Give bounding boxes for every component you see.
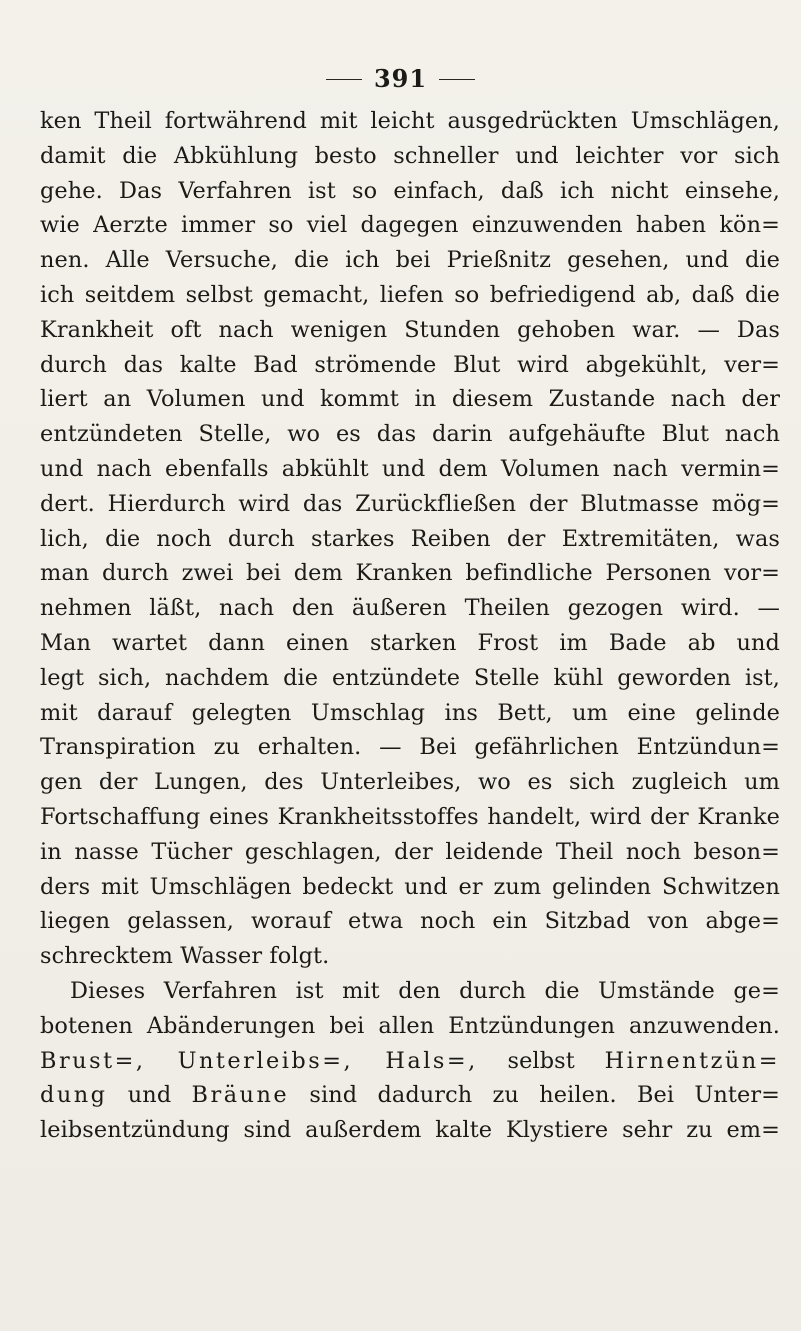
text-fragment: und [107,1082,192,1109]
text-line: leibsentzündung sind außerdem kalte Klystiere sehr zu em= [40,1117,780,1144]
body-text [40,104,780,1148]
spaced-term: Brust=, Unterleibs=, Hals=, [40,1047,478,1074]
text-line: man durch zwei bei dem Kranken befindliche Personen vor= [40,560,780,587]
text-line: durch das kalte Bad strömende Blut wird abgekühlt, ver= [40,351,780,378]
header-rule-right [439,79,475,80]
page-number: 391 [373,64,428,93]
text-line [40,1044,780,1079]
text-line: liert an Volumen und kommt in diesem Zustande nach der [40,386,780,413]
text-line: botenen Abänderungen bei allen Entzündungen anzuwenden. [40,1012,780,1039]
text-line: ich seitdem selbst gemacht, liefen so befriedigend ab, daß die [40,281,780,308]
text-line: Transpiration zu erhalten. — Bei gefährlichen Entzündun= [40,734,780,761]
text-line: legt sich, nachdem die entzündete Stelle kühl geworden ist, [40,664,780,691]
spaced-term: Hirnentzün= [604,1047,780,1074]
text-line: liegen gelassen, worauf etwa noch ein Sitzbad von abge= [40,908,780,935]
text-line: mit darauf gelegten Umschlag ins Bett, um eine gelinde [40,699,780,726]
header-rule-left [326,79,362,80]
text-line: gehe. Das Verfahren ist so einfach, daß ich nicht einsehe, [40,177,780,204]
text-line: wie Aerzte immer so viel dagegen einzuwenden haben kön= [40,212,780,239]
text-line: schrecktem Wasser folgt. [40,943,330,970]
text-line: gen der Lungen, des Unterleibes, wo es sich zugleich um [40,769,780,796]
text-line: dert. Hierdurch wird das Zurückfließen der Blutmasse mög= [40,490,780,517]
text-line [40,1078,780,1113]
text-line: in nasse Tücher geschlagen, der leidende Theil noch beson= [40,838,780,865]
spaced-term: dung [40,1082,108,1109]
text-line: damit die Abkühlung besto schneller und leichter vor sich [40,142,780,169]
text-line: nen. Alle Versuche, die ich bei Prießnitz gesehen, und die [40,247,780,274]
text-line: nehmen läßt, nach den äußeren Theilen gezogen wird. — [40,595,780,622]
text-line: ders mit Umschlägen bedeckt und er zum gelinden Schwitzen [40,873,780,900]
text-fragment: sind dadurch zu heilen. Bei Unter= [289,1082,780,1109]
text-line: und nach ebenfalls abkühlt und dem Volumen nach vermin= [40,455,780,482]
page-header [0,62,801,96]
text-line: Man wartet dann einen starken Frost im Bade ab und [40,629,780,656]
text-line: Fortschaffung eines Krankheitsstoffes handelt, wird der Kranke [40,803,780,830]
text-line: Krankheit oft nach wenigen Stunden gehoben war. — Das [40,316,780,343]
text-line: ken Theil fortwährend mit leicht ausgedrückten Umschlägen, [40,108,780,134]
spaced-term: Bräune [191,1082,290,1109]
paragraph-start-line: Dieses Verfahren ist mit den durch die Umstände ge= [70,977,780,1004]
text-line: lich, die noch durch starkes Reiben der Extremitäten, was [40,525,780,552]
text-fragment: selbst [477,1047,605,1074]
text-line: entzündeten Stelle, wo es das darin aufgehäufte Blut nach [40,421,780,448]
